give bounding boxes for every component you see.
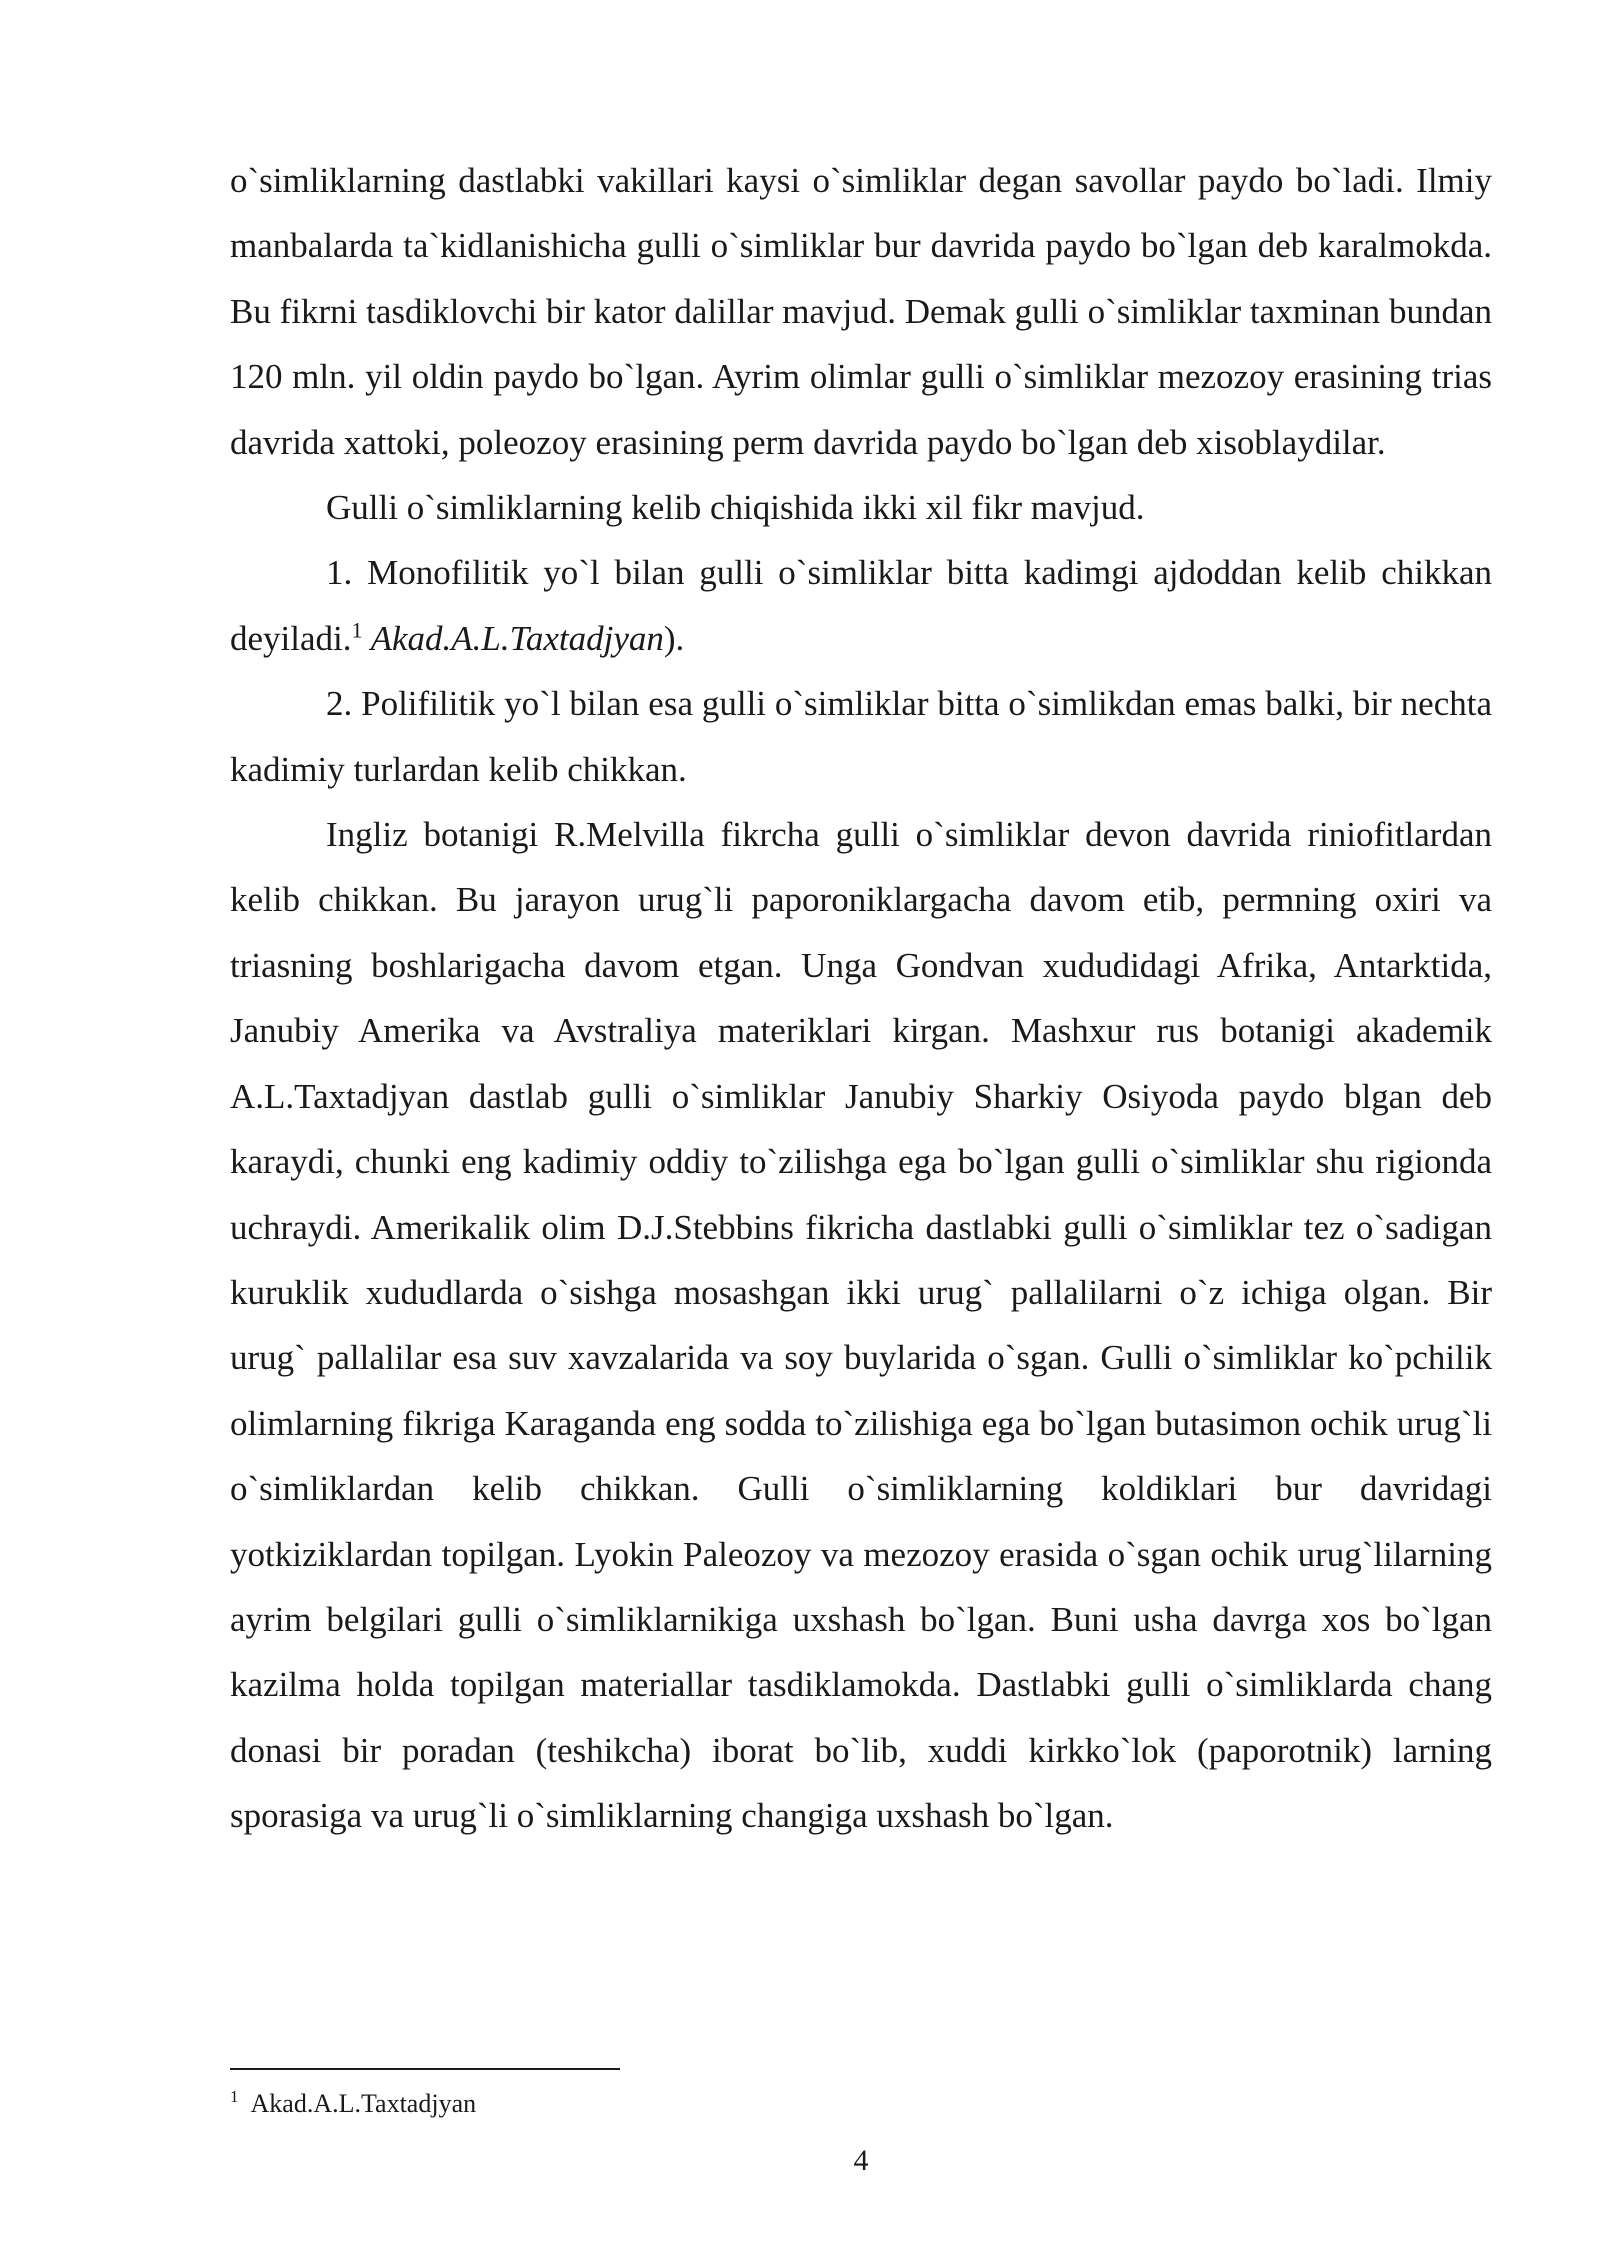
footnote-divider bbox=[230, 2068, 620, 2070]
footnote-text: Akad.A.L.Taxtadjyan bbox=[250, 2089, 477, 2118]
page-body bbox=[230, 148, 1492, 1849]
footnote bbox=[230, 2088, 476, 2120]
paragraph-monophyletic bbox=[230, 540, 1492, 671]
paragraph-melvilla: Ingliz botanigi R.Melvilla fikrcha gulli o`simliklar devon davrida riniofitlardan kelib chikkan. Bu jarayon urug`li paporoniklargacha davom etib, permning oxiri va triasning boshlarigacha davom etgan. Unga Gondvan xududidagi Afrika, Antarktida, Janubiy Amerika va Avstraliya materiklari kirgan. Mashxur rus botanigi akademik A.L.Taxtadjyan dastlab gulli o`simliklar Janubiy Sharkiy Osiyoda paydo blgan deb karaydi, chunki eng kadimiy oddiy to`zilishga ega bo`lgan gulli o`simliklar shu rigionda uchraydi. Amerikalik olim D.J.Stebbins fikricha dastlabki gulli o`simliklar tez o`sadigan kuruklik xududlarda o`sishga mosashgan ikki urug` pallalilarni o`z ichiga olgan. Bir urug` pallalilar esa suv xavzalarida va soy buylarida o`sgan. Gulli o`simliklar ko`pchilik olimlarning fikriga Karaganda eng sodda to`zilishiga ega bo`lgan butasimon ochik urug`li o`simliklardan kelib chikkan. Gulli o`simliklarning koldiklari bur davridagi yotkiziklardan topilgan. Lyokin Paleozoy va mezozoy erasida o`sgan ochik urug`lilarning ayrim belgilari gulli o`simliklarnikiga uxshash bo`lgan. Buni usha davrga xos bo`lgan kazilma holda topilgan materiallar tasdiklamokda. Dastlabki gulli o`simliklarda chang donasi bir poradan (teshikcha) iborat bo`lib, xuddi kirkko`lok (paporotnik) larning sporasiga va urug`li o`simliklarning changiga uxshash bo`lgan. bbox=[230, 815, 1492, 1836]
footnote-reference[interactable]: 1 bbox=[351, 617, 363, 643]
citation-author: Akad.A.L.Taxtadjyan bbox=[362, 618, 664, 658]
footnote-number: 1 bbox=[230, 2087, 239, 2107]
monophyletic-text: 1. Monofilitik yo`l bilan gulli o`simliklar bitta kadimgi ajdoddan kelib chikkan deyiladi. bbox=[230, 553, 1492, 658]
page-number: 4 bbox=[853, 2144, 869, 2177]
citation-close: ). bbox=[663, 618, 685, 658]
paragraph-intro: o`simliklarning dastlabki vakillari kaysi o`simliklar degan savollar paydo bo`ladi. Ilmiy manbalarda ta`kidlanishicha gulli o`simliklar bur davrida paydo bo`lgan deb karalmokda. Bu fikrni tasdiklovchi bir kator dalillar mavjud. Demak gulli o`simliklar taxminan bundan 120 mln. yil oldin paydo bo`lgan. Ayrim olimlar gulli o`simliklar mezozoy erasining trias davrida xattoki, poleozoy erasining perm davrida paydo bo`lgan deb xisoblaydilar. bbox=[230, 161, 1492, 462]
paragraph-polyphyletic: 2. Polifilitik yo`l bilan esa gulli o`simliklar bitta o`simlikdan emas balki, bir nechta kadimiy turlardan kelib chikkan. bbox=[230, 684, 1492, 789]
paragraph-two-views: Gulli o`simliklarning kelib chiqishida ikki xil fikr mavjud. bbox=[326, 488, 1145, 528]
